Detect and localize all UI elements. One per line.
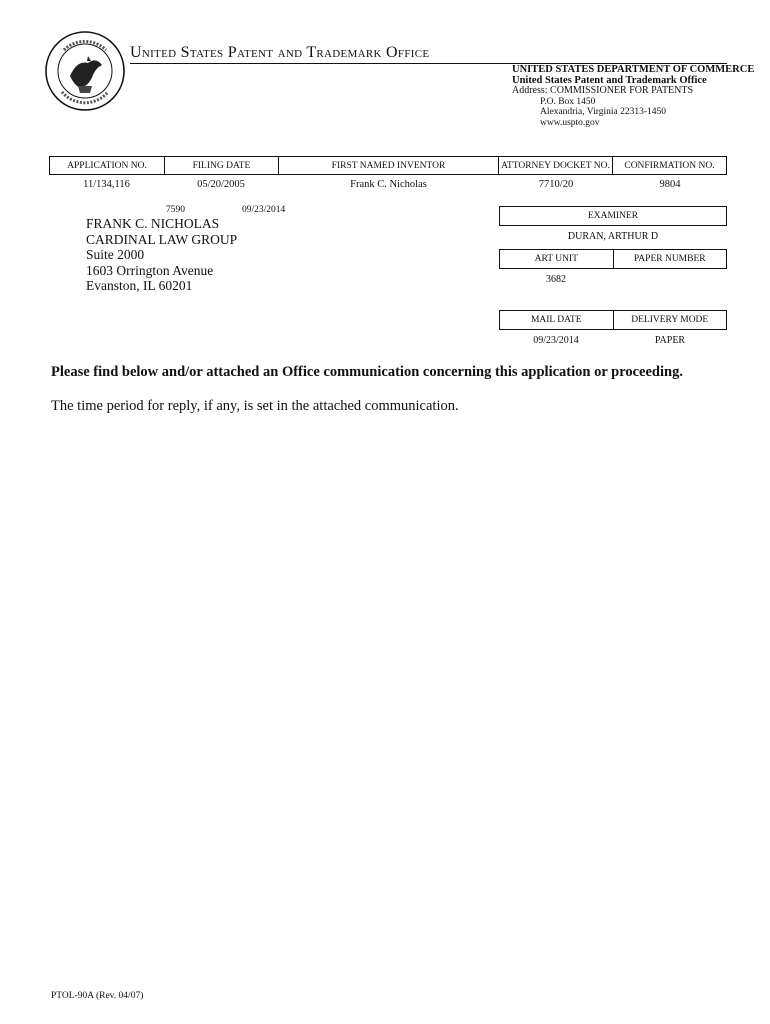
address-line-city: Evanston, IL 60201	[86, 278, 193, 293]
mail-block	[499, 310, 727, 346]
examiner-name: DURAN, ARTHUR D	[567, 231, 659, 242]
office-title	[130, 44, 429, 62]
header-application-no: APPLICATION NO.	[50, 157, 165, 174]
application-no-value: 11/134,116	[83, 179, 130, 190]
city-line: Alexandria, Virginia 22313-1450	[540, 107, 666, 117]
address-line-name: FRANK C. NICHOLAS	[86, 216, 220, 231]
application-values-row	[49, 179, 727, 190]
application-header-row	[49, 156, 727, 175]
mailing-date-stamp: 09/23/2014	[242, 205, 286, 215]
website: www.uspto.gov	[540, 117, 600, 128]
header-confirmation-no: CONFIRMATION NO.	[624, 160, 715, 171]
examiner-block	[499, 206, 727, 285]
office-title-text: United States Patent and Trademark Office	[130, 44, 430, 61]
mail-date-value: 09/23/2014	[533, 335, 579, 346]
art-unit-header	[499, 249, 727, 269]
address-line: Address: COMMISSIONER FOR PATENTS	[512, 85, 694, 96]
examiner-value-row	[499, 231, 727, 242]
address-line-street: 1603 Orrington Avenue	[86, 262, 214, 278]
attorney-docket-no-value: 7710/20	[538, 179, 574, 190]
header-attorney-docket-no: ATTORNEY DOCKET NO.	[499, 157, 613, 174]
paper-number-label: PAPER NUMBER	[633, 254, 706, 264]
po-box: P.O. Box 1450	[540, 96, 596, 107]
examiner-label: EXAMINER	[587, 211, 639, 221]
mail-value-row	[499, 335, 727, 346]
delivery-mode-label: DELIVERY MODE	[631, 315, 709, 325]
art-unit-value: 3682	[546, 274, 566, 285]
paper-number-value	[613, 274, 727, 285]
office-communication-notice: Please find below and/or attached an Office communication concerning this application or proceeding.	[51, 364, 683, 380]
form-id: PTOL-90A (Rev. 04/07)	[51, 991, 144, 1001]
customer-number: 7590	[166, 205, 185, 215]
header-filing-date: FILING DATE	[165, 157, 279, 174]
examiner-header	[499, 206, 727, 226]
first-named-inventor-value: Frank C. Nicholas	[350, 179, 427, 190]
delivery-mode-value: PAPER	[654, 335, 686, 346]
header-first-named-inventor: FIRST NAMED INVENTOR	[279, 157, 499, 174]
address-line-firm: CARDINAL LAW GROUP	[86, 231, 238, 247]
dept-line1: UNITED STATES DEPARTMENT OF COMMERCE	[512, 64, 755, 75]
department-address-block	[512, 65, 754, 128]
reply-period-text: The time period for reply, if any, is set in the attached communication.	[51, 398, 459, 414]
mail-date-label: MAIL DATE	[500, 311, 614, 329]
confirmation-no-value: 9804	[659, 179, 681, 190]
art-unit-label: ART UNIT	[500, 250, 614, 268]
mail-header	[499, 310, 727, 330]
correspondence-address	[86, 216, 237, 294]
art-unit-value-row	[499, 274, 727, 285]
uspto-seal-logo	[44, 30, 126, 112]
filing-date-value: 05/20/2005	[197, 179, 245, 190]
dept-line2: United States Patent and Trademark Office	[512, 74, 707, 86]
address-line-suite: Suite 2000	[86, 247, 145, 262]
